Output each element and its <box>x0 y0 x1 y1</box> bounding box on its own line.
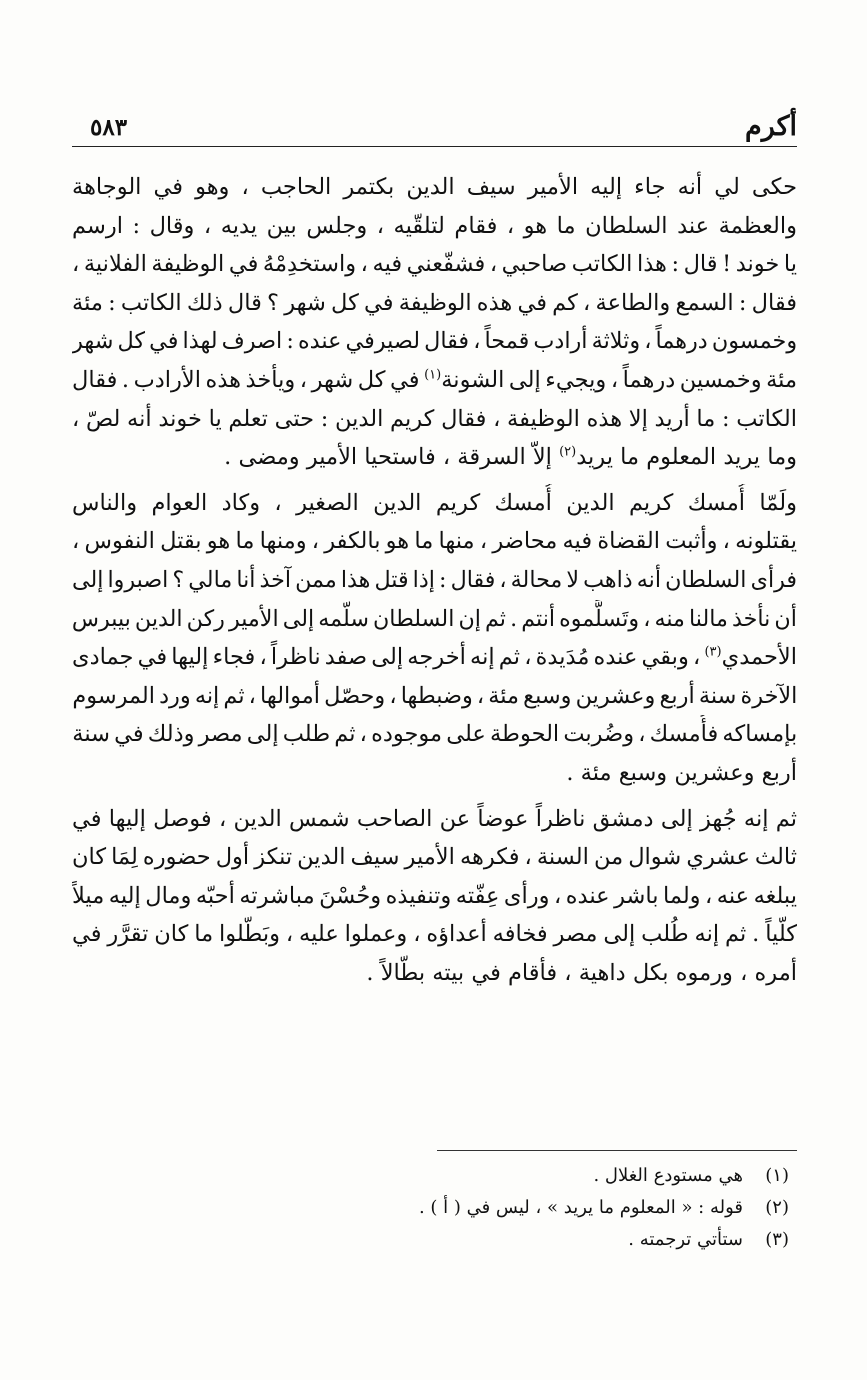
paragraph <box>72 800 797 993</box>
footnote-reference[interactable]: (١) <box>424 367 442 383</box>
text-line <box>72 207 797 246</box>
line-text: أن نأخذ مالنا منه ، وتَسلَّموه أنتم . ثم إن السلطان سلّمه إلى الأمير ركن الدين بيبرس <box>72 605 797 632</box>
running-header <box>72 112 797 147</box>
text-line <box>72 954 797 993</box>
text-line <box>72 361 797 400</box>
line-text: الأحمدي <box>721 644 797 671</box>
text-line <box>72 838 797 877</box>
line-text: الكاتب : ما أريد إلا هذه الوظيفة ، فقال كريم الدين : حتى تعلم يا خوند أنه لصّ ، <box>72 405 797 432</box>
body-text <box>72 168 797 992</box>
line-text: وخمسون درهماً ، وثلاثة أرادب قمحاً ، فقال لصيرفي عنده : اصرف لهذا في كل شهر <box>72 328 797 355</box>
text-line <box>72 484 797 523</box>
text-line <box>72 715 797 754</box>
line-text: ثم إنه جُهز إلى دمشق ناظراً عوضاً عن الصاحب شمس الدين ، فوصل إليها في <box>72 805 797 832</box>
footnote-number: (٢) <box>765 1197 789 1218</box>
text-line <box>72 322 797 361</box>
line-text: أمره ، ورموه بكل داهية ، فأقام في بيته بطّالاً . <box>366 959 797 986</box>
line-text: يقتلونه ، وأثبت القضاة فيه محاضر ، منها ما هو بالكفر ، ومنها ما هو بقتل النفوس ، <box>72 528 797 555</box>
text-line <box>72 438 797 477</box>
footnote-number: (٣) <box>765 1229 789 1250</box>
footnote-text: قوله : « المعلوم ما يريد » ، ليس في ( أ ) . <box>418 1197 743 1218</box>
text-line <box>72 400 797 439</box>
line-text: أربع وعشرين وسبع مئة . <box>566 759 797 786</box>
text-line <box>72 754 797 793</box>
line-text: ثالث عشري شوال من السنة ، فكرهه الأمير سيف الدين تنكز أول حضوره لِمَا كان <box>72 844 797 871</box>
text-line <box>72 561 797 600</box>
footnote-text: ستأتي ترجمته . <box>628 1229 743 1250</box>
text-line <box>72 522 797 561</box>
line-text: ولَمّا أُمسك كريم الدين أُمسك كريم الدين الصغير ، وكاد العوام والناس <box>72 489 797 516</box>
text-line <box>72 877 797 916</box>
line-text: فقال : السمع والطاعة ، كم في هذه الوظيفة في كل شهر ؟ قال ذلك الكاتب : مئة <box>72 289 797 316</box>
footnote <box>200 1160 789 1192</box>
footnotes <box>200 1160 789 1256</box>
line-text: وما يريد المعلوم ما يريد <box>576 444 797 471</box>
line-text-continuation: في كل شهر ، ويأخذ هذه الأرادب . فقال <box>72 366 425 393</box>
running-title: أكرم <box>745 111 797 142</box>
line-text: كلّياً . ثم إنه طُلب إلى مصر فخافه أعداؤه ، وعملوا عليه ، وبَطّلوا ما كان تقرَّر في <box>72 921 797 948</box>
text-line <box>72 284 797 323</box>
footnote <box>200 1192 789 1224</box>
line-text: فرأى السلطان أنه ذاهب لا محالة ، فقال : إذا قتل هذا ممن آخذ أنا مالي ؟ اصبروا إلى <box>72 566 797 593</box>
footnote-divider <box>437 1150 797 1151</box>
line-text: بإمساكه فأُمسك ، وضُربت الحوطة على موجوده ، ثم طلب إلى مصر وذلك في سنة <box>72 721 797 748</box>
line-text: يبلغه عنه ، ولما باشر عنده ، ورأى عِفّته وتنفيذه وحُسْنَ مباشرته أحبّه ومال إليه ميلاً <box>72 882 797 909</box>
line-text: حكى لي أنه جاء إليه الأمير سيف الدين بكتمر الحاجب ، وهو في الوجاهة <box>72 174 797 200</box>
text-line <box>72 638 797 677</box>
footnote <box>200 1224 789 1256</box>
text-line <box>72 915 797 954</box>
footnote-reference[interactable]: (٢) <box>559 444 577 460</box>
line-text-continuation: ، وبقي عنده مُدَيدة ، ثم إنه أخرجه إلى صفد ناظراً ، فجاء إليها في جمادى <box>72 644 705 671</box>
line-text: والعظمة عند السلطان ما هو ، فقام لتلقّيه ، وجلس بين يديه ، وقال : ارسم <box>72 212 797 239</box>
page-number: ٥٨٣ <box>90 114 128 141</box>
line-text: مئة وخمسين درهماً ، ويجيء إلى الشونة <box>441 366 797 393</box>
footnote-number: (١) <box>765 1165 789 1186</box>
text-line <box>72 168 797 207</box>
text-line <box>72 600 797 639</box>
footnote-text: هي مستودع الغلال . <box>593 1165 743 1186</box>
paragraph <box>72 484 797 793</box>
text-line <box>72 245 797 284</box>
line-text: الآخرة سنة أربع وعشرين وسبع مئة ، وضبطها ، وحصّل أموالها ، ثم إنه ورد المرسوم <box>72 682 797 709</box>
text-line <box>72 677 797 716</box>
line-text-continuation: إلاّ السرقة ، فاستحيا الأمير ومضى . <box>224 444 560 471</box>
text-line <box>72 800 797 839</box>
paragraph <box>72 168 797 477</box>
footnote-reference[interactable]: (٣) <box>704 644 722 660</box>
line-text: يا خوند ! قال : هذا الكاتب صاحبي ، فشفّعني فيه ، واستخدِمْهُ في الوظيفة الفلانية ، <box>72 251 797 278</box>
